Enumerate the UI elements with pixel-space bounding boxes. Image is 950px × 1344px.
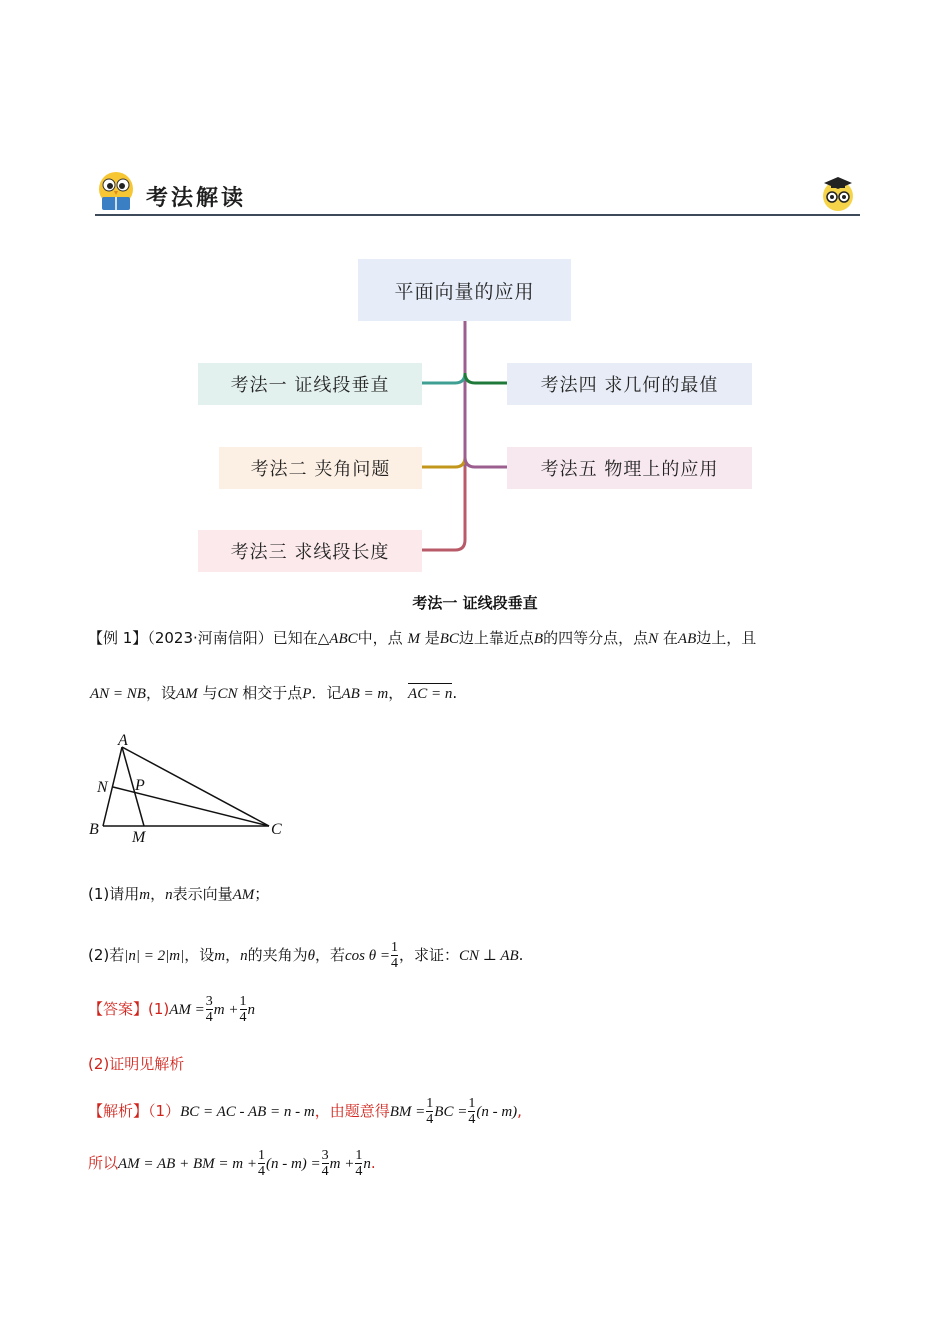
answer-line-2: (2)证明见解析 bbox=[88, 1055, 185, 1073]
mindmap-branch-1: 考法一 证线段垂直 bbox=[198, 363, 422, 405]
label-C: C bbox=[271, 821, 282, 838]
analysis-tag: 【解析】 bbox=[88, 1102, 149, 1120]
mindmap-branch-4: 考法四 求几何的最值 bbox=[507, 363, 752, 405]
answer-tag: 【答案】 bbox=[88, 1000, 149, 1018]
mindmap-root: 平面向量的应用 bbox=[358, 259, 571, 321]
section-title: 考法一 证线段垂直 bbox=[412, 594, 538, 612]
label-A: A bbox=[118, 732, 128, 749]
analysis-line-1: 【解析】（1）BC = AC - AB = n - m，由题意得BM = $\frac{1}{4}$ BC = $\frac{1}{4}$ (n - m), bbox=[88, 1096, 522, 1127]
label-N: N bbox=[97, 779, 108, 796]
example-tag: 【例 1】 bbox=[88, 629, 148, 647]
mindmap-branch-3: 考法三 求线段长度 bbox=[198, 530, 422, 572]
question-1: (1)请用m，n表示向量AM； bbox=[88, 885, 270, 903]
example-line-1: 【例 1】（2023·河南信阳）已知在△ABC中，点 M 是BC边上靠近点B的四等分点，点N 在AB边上，且 bbox=[88, 629, 757, 647]
example-line-2: AN = NB，设AM 与CN 相交于点P．记AB = m， AC = n. bbox=[90, 684, 458, 702]
label-B: B bbox=[89, 821, 99, 838]
analysis-line-2: 所以AM = AB + BM = m + $\frac{1}{4}$ (n - m) = $\frac{3}{4}$ m + $\frac{1}{4}$ n. bbox=[88, 1148, 376, 1179]
mindmap-branch-2: 考法二 夹角问题 bbox=[219, 447, 422, 489]
question-2: (2)若|n| = 2|m|，设m，n的夹角为θ，若cos θ = $\frac{1}{4}$ ，求证：CN ⊥ AB. bbox=[88, 940, 524, 971]
mindmap-branch-5: 考法五 物理上的应用 bbox=[507, 447, 752, 489]
label-P: P bbox=[135, 777, 145, 794]
answer-line-1: 【答案】(1)AM = $\frac{3}{4}$ m + $\frac{1}{4}$ n bbox=[88, 994, 256, 1025]
label-M: M bbox=[132, 829, 146, 845]
header-title: 考法解读 bbox=[146, 185, 247, 211]
triangle-figure bbox=[85, 730, 295, 845]
